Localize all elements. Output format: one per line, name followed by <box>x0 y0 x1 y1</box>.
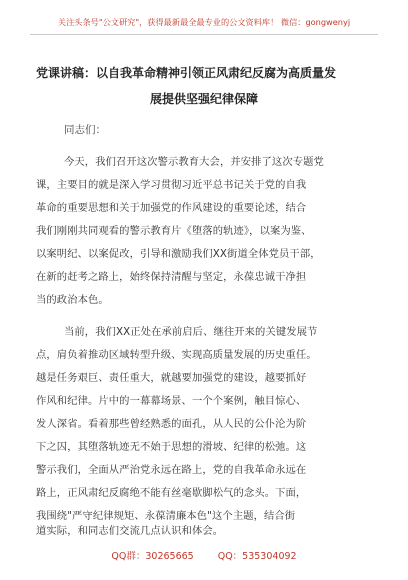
paragraph-1-line: 革命的重要思想和关于加强党的作风建设的重要论述，结合 <box>36 202 307 214</box>
document-title-line-2: 展提供坚强纪律保障 <box>149 92 258 106</box>
paragraph-2-line: 我围绕"严守纪律规矩、永葆清廉本色"这个主题，结合街 <box>36 510 296 522</box>
paragraph-2-line: 路上，正风肃纪反腐绝不能有丝毫歇脚松气的念头。下面， <box>36 487 307 499</box>
paragraph-1-line: 我们刚刚共同观看的警示教育片《堕落的轨迹》，以案为鉴、 <box>36 225 312 237</box>
header-divider <box>30 34 378 35</box>
footer-qq: QQ：535304092 <box>217 551 297 562</box>
salutation: 同志们： <box>64 124 106 136</box>
paragraph-2-line: 点，肩负着推动区域转型升级、实现高质量发展的历史重任。 <box>36 349 317 361</box>
paragraph-1-line: 在新的赶考之路上，始终保持清醒与坚定，永葆忠诚干净担 <box>36 271 307 283</box>
paragraph-1-line: 当的政治本色。 <box>36 294 109 306</box>
paragraph-1-line: 以案明纪、以案促改，引导和激励我们XX街道全体党员干部， <box>36 248 321 260</box>
paragraph-2-line: 警示我们，全面从严治党永远在路上，党的自我革命永远在 <box>36 464 307 476</box>
paragraph-2-line: 当前，我们XX正处在承前启后、继往开来的关键发展节 <box>64 326 318 338</box>
paragraph-2-line: 发人深省。看着那些曾经熟悉的面孔，从人民的公仆沦为阶 <box>36 418 307 430</box>
paragraph-2-line: 下之囚，其堕落轨迹无不始于思想的滑坡、纪律的松弛。这 <box>36 441 307 453</box>
paragraph-1-line: 课，主要目的就是深入学习贯彻习近平总书记关于党的自我 <box>36 179 307 191</box>
paragraph-2-line: 越是任务艰巨、责任重大，就越要加强党的建设，越要抓好 <box>36 372 307 384</box>
paragraph-1-line: 今天，我们召开这次警示教育大会，并安排了这次专题党 <box>64 156 324 168</box>
footer-qq-group: QQ群：30265665 <box>111 551 194 562</box>
paragraph-2-line: 道实际，和同志们交流几点认识和体会。 <box>36 525 224 537</box>
document-title-line-1: 党课讲稿：以自我革命精神引领正风肃纪反腐为高质量发 <box>36 66 337 80</box>
paragraph-2-line: 作风和纪律。片中的一幕幕场景、一个个案例，触目惊心、 <box>36 395 307 407</box>
header-banner: 关注头条号"公文研究"，获得最新最全最专业的公文资料库！ 微信：gongwenyj <box>57 17 351 27</box>
footer-contact <box>0 548 408 562</box>
